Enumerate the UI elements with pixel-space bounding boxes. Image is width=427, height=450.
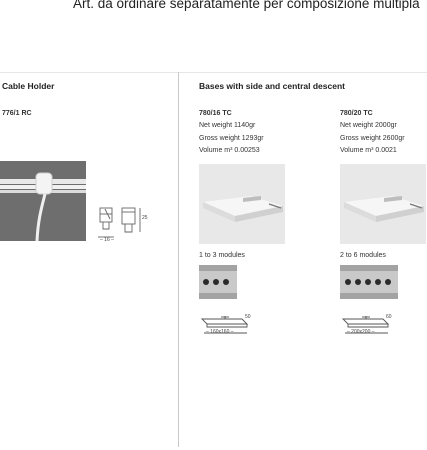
- bases-title: Bases with side and central descent: [199, 81, 345, 91]
- cable-holder-photo: [0, 161, 86, 241]
- base-2-height-dim: 60: [386, 314, 392, 320]
- header-rule: [0, 72, 427, 73]
- base-1-code: 780/16 TC: [199, 110, 232, 117]
- base-2-modules: 2 to 6 modules: [340, 252, 386, 259]
- base-2-gross-weight: Gross weight 2600gr: [340, 134, 405, 142]
- base-1-volume: Volume m³ 0.00253: [199, 147, 260, 154]
- column-divider: [178, 72, 179, 447]
- cable-holder-title: Cable Holder: [2, 81, 55, 91]
- base-1-connector-photo: [199, 265, 237, 299]
- base-1-specs: [199, 120, 264, 158]
- base-2-footprint-dim: – 200x200 –: [347, 329, 375, 335]
- base-1-footprint-dim: – 160x160 –: [206, 329, 234, 335]
- base-2-volume: Volume m³ 0.0021: [340, 147, 397, 154]
- base-1-gross-weight: Gross weight 1293gr: [199, 134, 264, 142]
- page-heading: Art. da ordinare separatamente per composizione multipla: [73, 0, 420, 11]
- base-1-photo: [199, 164, 285, 244]
- base-2-connector-photo: [340, 265, 398, 299]
- base-2-photo: [340, 164, 426, 244]
- base-2-code: 780/20 TC: [340, 110, 373, 117]
- base-1-net-weight: Net weight 1140gr: [199, 122, 256, 129]
- base-2-net-weight: Net weight 2000gr: [340, 122, 397, 129]
- cable-holder-code: 776/1 RC: [2, 110, 32, 117]
- cable-holder-illustration: [0, 161, 86, 241]
- base-2-specs: [340, 120, 405, 158]
- cable-holder-height-dim: 25: [142, 215, 148, 221]
- base-1-modules: 1 to 3 modules: [199, 252, 245, 259]
- cable-holder-width-dim: – 16 –: [100, 237, 114, 243]
- base-1-height-dim: 50: [245, 314, 251, 320]
